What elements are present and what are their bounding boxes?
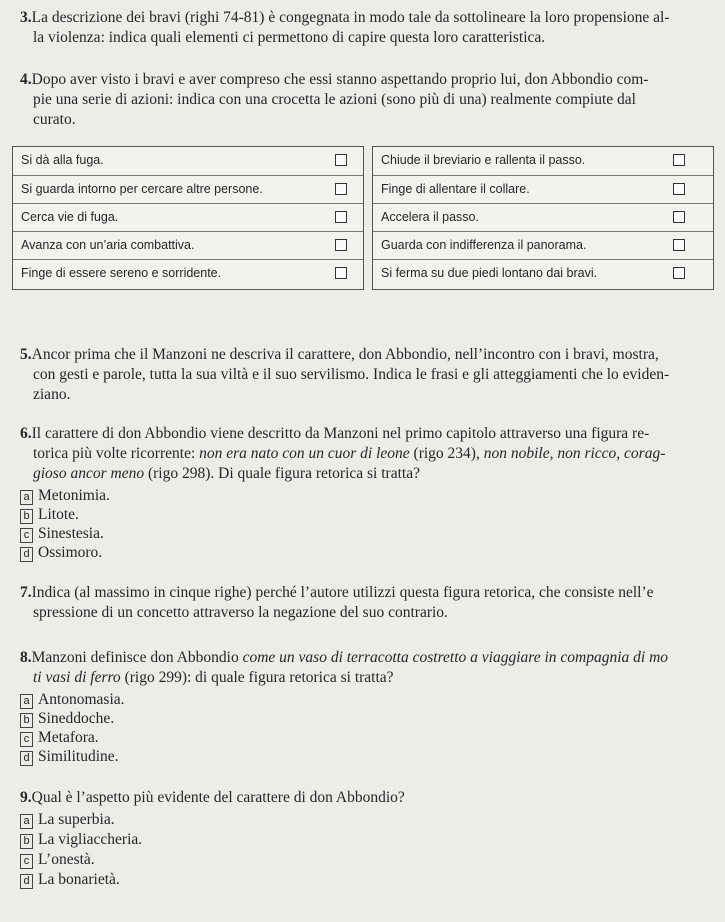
- checkbox[interactable]: [673, 267, 685, 279]
- option-d[interactable]: [20, 543, 102, 562]
- action-label: Finge di essere sereno e sorridente.: [21, 266, 222, 280]
- checkbox[interactable]: [335, 267, 347, 279]
- question-text: la violenza: indica quali elementi ci permettono di capire questa loro caratteristica.: [33, 29, 546, 46]
- question-9: [20, 788, 720, 808]
- option-letter: d: [20, 547, 33, 562]
- option-letter: d: [20, 874, 33, 889]
- option-text: Sineddoche.: [38, 710, 115, 727]
- option-text: Ossimoro.: [38, 544, 103, 561]
- option-c[interactable]: [20, 850, 95, 869]
- option-text: Litote.: [38, 506, 79, 523]
- table-row: [13, 175, 363, 204]
- table-row: [13, 203, 363, 232]
- action-label: Finge di allentare il collare.: [381, 182, 530, 196]
- action-label: Accelera il passo.: [381, 210, 479, 224]
- option-a[interactable]: [20, 810, 115, 829]
- question-text: Indica (al massimo in cinque righe) perché l’autore utilizzi questa figura retorica, che consiste nell’e: [31, 584, 654, 601]
- question-text: Il carattere di don Abbondio viene descritto da Manzoni nel primo capitolo attraverso una figura re-: [31, 425, 650, 442]
- option-a[interactable]: [20, 486, 110, 505]
- checkbox[interactable]: [335, 211, 347, 223]
- question-number: 8.: [20, 649, 32, 666]
- option-text: Metonimia.: [38, 487, 110, 504]
- table-row: [373, 231, 713, 260]
- quoted-text: non era nato con un cuor di leone: [199, 445, 410, 462]
- action-label: Si guarda intorno per cercare altre persone.: [21, 182, 263, 196]
- table-row: [373, 147, 713, 175]
- table-row: [13, 259, 363, 288]
- option-b[interactable]: [20, 709, 114, 728]
- checkbox[interactable]: [673, 211, 685, 223]
- table-row: [373, 203, 713, 232]
- checkbox[interactable]: [335, 239, 347, 251]
- option-b[interactable]: [20, 505, 79, 524]
- question-text: (rigo 298). Di quale figura retorica si tratta?: [144, 465, 420, 482]
- question-8: [20, 648, 720, 688]
- question-number: 7.: [20, 584, 32, 601]
- question-3: [20, 8, 720, 48]
- question-text: (rigo 299): di quale figura retorica si tratta?: [120, 669, 394, 686]
- option-letter: a: [20, 694, 33, 709]
- option-c[interactable]: [20, 728, 99, 747]
- action-label: Si ferma su due piedi lontano dai bravi.: [381, 266, 598, 280]
- checkbox[interactable]: [335, 183, 347, 195]
- option-letter: a: [20, 490, 33, 505]
- question-text: Manzoni definisce don Abbondio: [31, 649, 243, 666]
- table-row: [13, 231, 363, 260]
- checkbox[interactable]: [673, 154, 685, 166]
- option-letter: c: [20, 732, 33, 747]
- action-label: Cerca vie di fuga.: [21, 210, 119, 224]
- question-text: pie una serie di azioni: indica con una crocetta le azioni (sono più di una) realmente compiute dal: [33, 91, 636, 108]
- option-letter: b: [20, 509, 33, 524]
- actions-table-left: [12, 146, 364, 290]
- option-letter: c: [20, 528, 33, 543]
- table-row: [373, 175, 713, 204]
- action-label: Guarda con indifferenza il panorama.: [381, 238, 587, 252]
- action-label: Avanza con un’aria combattiva.: [21, 238, 195, 252]
- option-text: La vigliaccheria.: [38, 831, 143, 848]
- option-letter: b: [20, 713, 33, 728]
- question-text: torica più volte ricorrente:: [33, 445, 200, 462]
- option-text: La bonarietà.: [38, 871, 120, 888]
- option-text: La superbia.: [38, 811, 115, 828]
- question-6: [20, 424, 720, 484]
- question-text: Qual è l’aspetto più evidente del carattere di don Abbondio?: [31, 789, 405, 806]
- quoted-text: gioso ancor meno: [33, 465, 145, 482]
- checkbox[interactable]: [335, 154, 347, 166]
- table-row: [373, 259, 713, 288]
- quoted-text: non nobile, non ricco, corag-: [483, 445, 666, 462]
- action-label: Si dà alla fuga.: [21, 153, 104, 167]
- checkbox[interactable]: [673, 239, 685, 251]
- option-c[interactable]: [20, 524, 104, 543]
- option-d[interactable]: [20, 870, 120, 889]
- option-text: Antonomasia.: [38, 691, 125, 708]
- option-letter: a: [20, 814, 33, 829]
- question-4: [20, 70, 720, 130]
- option-text: Metafora.: [38, 729, 99, 746]
- option-b[interactable]: [20, 830, 142, 849]
- actions-table-right: [372, 146, 714, 290]
- question-text: curato.: [33, 111, 76, 128]
- option-d[interactable]: [20, 747, 119, 766]
- question-text: spressione di un concetto attraverso la negazione del suo contrario.: [33, 604, 448, 621]
- option-a[interactable]: [20, 690, 125, 709]
- question-text: ziano.: [33, 386, 71, 403]
- question-text: La descrizione dei bravi (righi 74-81) è congegnata in modo tale da sottolineare la loro propensione al-: [31, 9, 670, 26]
- option-letter: b: [20, 834, 33, 849]
- question-number: 5.: [20, 346, 32, 363]
- checkbox[interactable]: [673, 183, 685, 195]
- quoted-text: come un vaso di terracotta costretto a viaggiare in compagnia di mo: [242, 649, 669, 666]
- quoted-text: ti vasi di ferro: [33, 669, 121, 686]
- question-text: (rigo 234),: [409, 445, 484, 462]
- question-7: [20, 583, 720, 623]
- question-text: Dopo aver visto i bravi e aver compreso che essi stanno aspettando proprio lui, don Abbondio com-: [31, 71, 649, 88]
- option-text: L’onestà.: [38, 851, 95, 868]
- table-row: [13, 147, 363, 175]
- question-number: 4.: [20, 71, 32, 88]
- action-label: Chiude il breviario e rallenta il passo.: [381, 153, 586, 167]
- question-5: [20, 345, 720, 405]
- option-text: Sinestesia.: [38, 525, 104, 542]
- question-number: 6.: [20, 425, 32, 442]
- question-number: 3.: [20, 9, 32, 26]
- option-letter: d: [20, 751, 33, 766]
- question-text: Ancor prima che il Manzoni ne descriva il carattere, don Abbondio, nell’incontro con i bravi, mostra,: [31, 346, 659, 363]
- question-number: 9.: [20, 789, 32, 806]
- question-text: con gesti e parole, tutta la sua viltà e il suo servilismo. Indica le frasi e gli atteggiamenti che lo eviden-: [33, 366, 670, 383]
- option-text: Similitudine.: [38, 748, 119, 765]
- option-letter: c: [20, 854, 33, 869]
